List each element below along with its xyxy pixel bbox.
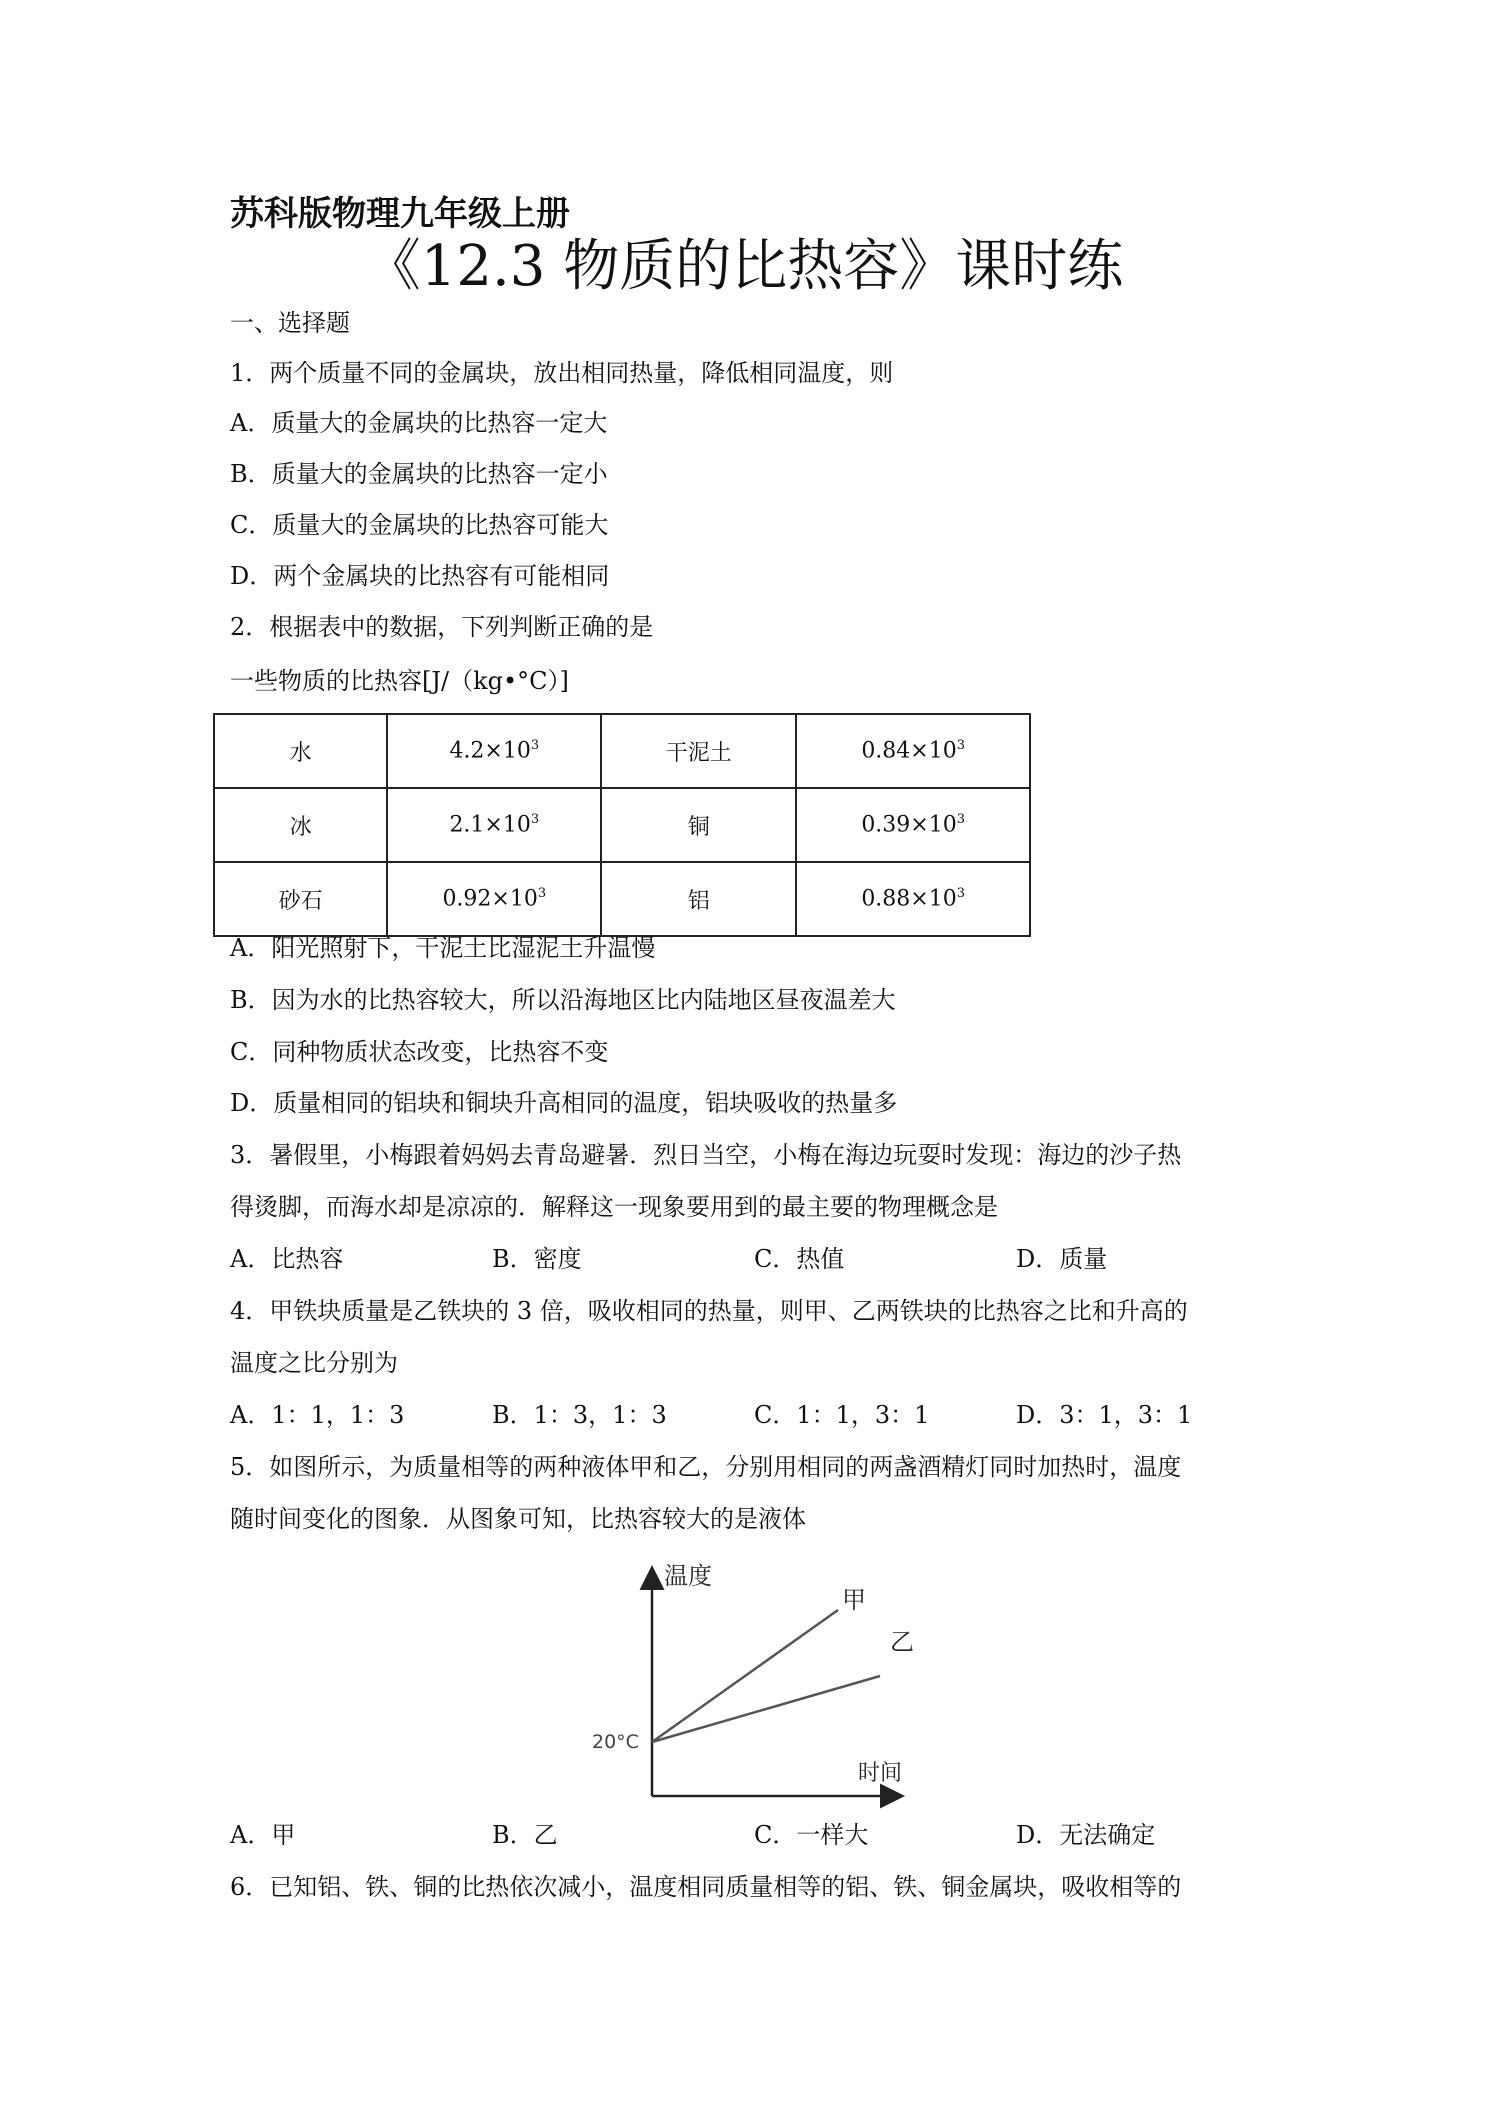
series-label-yi: 乙 bbox=[890, 1628, 914, 1656]
specific-heat-table bbox=[213, 713, 1031, 937]
table-cell bbox=[796, 862, 1030, 936]
table-row bbox=[214, 862, 1030, 936]
cell-exponent: 3 bbox=[530, 738, 540, 754]
q4-option-c: C．1：1，3：1 bbox=[754, 1401, 930, 1429]
q6-stem-line1: 6．已知铝、铁、铜的比热依次减小，温度相同质量相等的铝、铁、铜金属块，吸收相等的 bbox=[230, 1873, 1182, 1901]
cell-value: 0.84×10 bbox=[861, 738, 957, 764]
table-cell bbox=[387, 788, 601, 862]
cell-value: 0.39×10 bbox=[861, 812, 957, 838]
q1-option-c: C．质量大的金属块的比热容可能大 bbox=[230, 511, 609, 539]
q3-option-d: D．质量 bbox=[1016, 1245, 1108, 1273]
series-line-jia bbox=[652, 1610, 838, 1742]
cell-exponent: 3 bbox=[956, 738, 966, 754]
q5-stem-line2: 随时间变化的图象．从图象可知，比热容较大的是液体 bbox=[230, 1505, 806, 1533]
table-cell bbox=[796, 714, 1030, 788]
q5-stem-line1: 5．如图所示，为质量相等的两种液体甲和乙，分别用相同的两盏酒精灯同时加热时，温度 bbox=[230, 1453, 1182, 1481]
q2-option-c: C．同种物质状态改变，比热容不变 bbox=[230, 1038, 609, 1066]
q3-stem-line1: 3．暑假里，小梅跟着妈妈去青岛避暑．烈日当空，小梅在海边玩耍时发现：海边的沙子热 bbox=[230, 1141, 1182, 1169]
q5-option-d: D．无法确定 bbox=[1016, 1821, 1156, 1849]
cell-value: 0.88×10 bbox=[861, 886, 957, 912]
section-heading: 一、选择题 bbox=[230, 309, 350, 337]
q4-option-d: D．3：1，3：1 bbox=[1016, 1401, 1193, 1429]
table-cell: 砂石 bbox=[214, 862, 387, 936]
q2-table-caption: 一些物质的比热容[J/（kg•°C）] bbox=[230, 667, 569, 695]
q4-option-a: A．1：1，1：3 bbox=[230, 1401, 405, 1429]
q1-option-a: A．质量大的金属块的比热容一定大 bbox=[230, 409, 608, 437]
table-cell bbox=[387, 862, 601, 936]
q2-option-d: D．质量相同的铝块和铜块升高相同的温度，铝块吸收的热量多 bbox=[230, 1089, 898, 1117]
q5-option-c: C．一样大 bbox=[754, 1821, 869, 1849]
cell-value: 4.2×10 bbox=[449, 738, 531, 764]
y-start-label: 20°C bbox=[592, 1731, 639, 1753]
q5-option-b: B．乙 bbox=[492, 1821, 558, 1849]
q1-option-d: D．两个金属块的比热容有可能相同 bbox=[230, 562, 610, 590]
q3-option-b: B．密度 bbox=[492, 1245, 582, 1273]
series-line-yi bbox=[652, 1676, 880, 1742]
table-row bbox=[214, 714, 1030, 788]
q1-option-b: B．质量大的金属块的比热容一定小 bbox=[230, 460, 608, 488]
y-axis-label: 温度 bbox=[664, 1562, 712, 1590]
q5-options bbox=[230, 1818, 1280, 1852]
q1-stem: 1．两个质量不同的金属块，放出相同热量，降低相同温度，则 bbox=[230, 359, 894, 387]
document-subtitle: 苏科版物理九年级上册 bbox=[230, 194, 570, 234]
document-title: 《12.3 物质的比热容》课时练 bbox=[364, 234, 1124, 299]
q2-option-a: A．阳光照射下，干泥土比湿泥土升温慢 bbox=[230, 934, 656, 962]
cell-exponent: 3 bbox=[956, 812, 966, 828]
q2-option-b: B．因为水的比热容较大，所以沿海地区比内陆地区昼夜温差大 bbox=[230, 986, 896, 1014]
cell-exponent: 3 bbox=[956, 886, 966, 902]
x-axis-label: 时间 bbox=[858, 1761, 903, 1786]
cell-exponent: 3 bbox=[530, 812, 540, 828]
q5-option-a: A．甲 bbox=[230, 1821, 296, 1849]
q3-option-c: C．热值 bbox=[754, 1245, 845, 1273]
cell-value: 0.92×10 bbox=[442, 886, 538, 912]
q4-option-b: B．1：3，1：3 bbox=[492, 1401, 667, 1429]
table-cell: 干泥土 bbox=[601, 714, 796, 788]
table-cell: 铜 bbox=[601, 788, 796, 862]
table-cell bbox=[387, 714, 601, 788]
series-label-jia: 甲 bbox=[842, 1586, 866, 1614]
q3-options bbox=[230, 1242, 1280, 1276]
temperature-time-chart bbox=[580, 1550, 920, 1810]
q3-option-a: A．比热容 bbox=[230, 1245, 344, 1273]
q4-stem-line1: 4．甲铁块质量是乙铁块的 3 倍，吸收相同的热量，则甲、乙两铁块的比热容之比和升高的 bbox=[230, 1297, 1188, 1325]
q4-options bbox=[230, 1398, 1280, 1432]
table-cell: 铝 bbox=[601, 862, 796, 936]
table-cell: 冰 bbox=[214, 788, 387, 862]
q4-stem-line2: 温度之比分别为 bbox=[230, 1349, 398, 1377]
cell-value: 2.1×10 bbox=[449, 812, 531, 838]
q3-stem-line2: 得烫脚，而海水却是凉凉的．解释这一现象要用到的最主要的物理概念是 bbox=[230, 1193, 998, 1221]
cell-exponent: 3 bbox=[537, 886, 547, 902]
q2-stem: 2．根据表中的数据，下列判断正确的是 bbox=[230, 613, 654, 641]
table-cell bbox=[796, 788, 1030, 862]
table-row bbox=[214, 788, 1030, 862]
table-cell: 水 bbox=[214, 714, 387, 788]
